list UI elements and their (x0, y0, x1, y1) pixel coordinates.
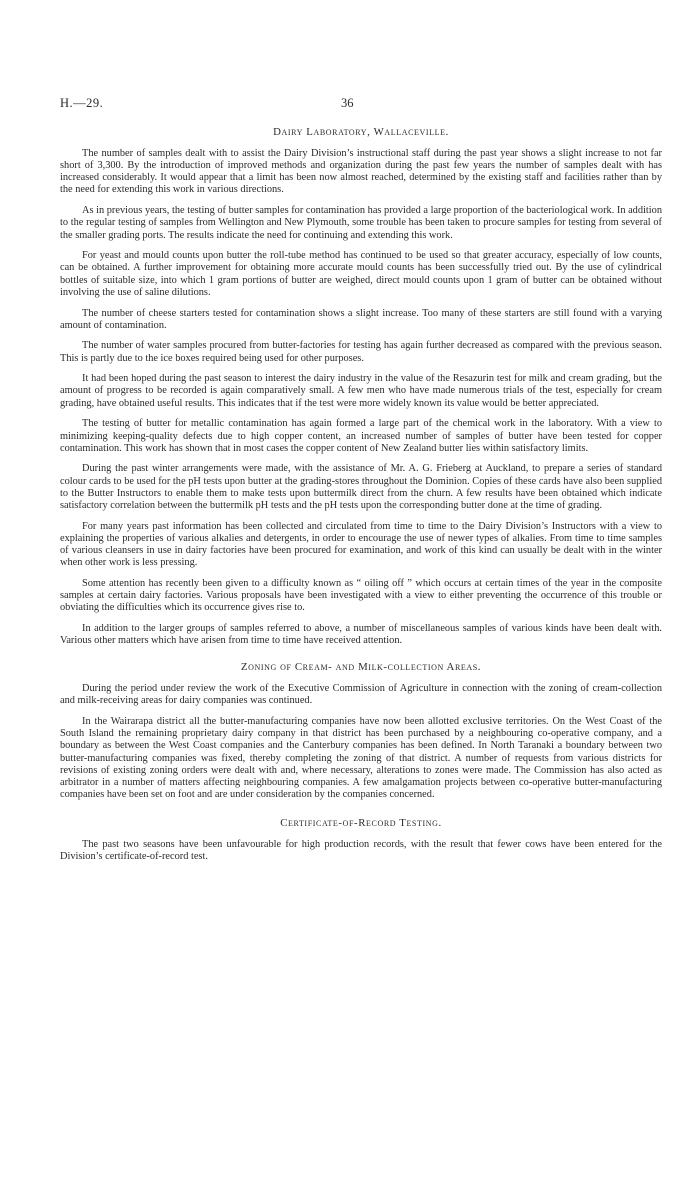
paragraph: The number of water samples procured from butter-factories for testing has again further decreased as compared with the previous season. This is partly due to the ice boxes required being used for other purposes. (60, 340, 662, 364)
paragraph: The number of cheese starters tested for contamination shows a slight increase. Too many of these starters are still found with a varying amount of contamination. (60, 307, 662, 331)
paragraph: It had been hoped during the past season to interest the dairy industry in the value of the Resazurin test for milk and cream grading, but the amount of progress to be recorded is again comparatively small. A few men who have made numerous trials of the test, especially for cream grading, have obtained useful results. This indicates that if the test were more widely known its value would be better appreciated. (60, 373, 662, 409)
section-title: Certificate-of-Record Testing. (280, 817, 442, 830)
paragraph: The number of samples dealt with to assist the Dairy Division’s instructional staff during the past year shows a slight increase to not far short of 3,300. By the introduction of improved methods and organization during the past few years the number of samples dealt with has increased considerably. It would appear that a limit has been now almost reached, determined by the existing staff and facilities rather than by the need for extending this work in various directions. (60, 148, 662, 196)
paragraph: For many years past information has been collected and circulated from time to time to the Dairy Division’s Instructors with a view to explaining the properties of various alkalies and detergents, in order to encourage the use of newer types of alkalies. From time to time samples of various cleansers in use in dairy factories have been procured for examination, and work of this kind can usually be dealt with in the winter when other work is less pressing. (60, 520, 662, 569)
document-body (60, 126, 662, 872)
page-number: 36 (341, 96, 354, 110)
page-reference: H.—29. (60, 96, 104, 110)
paragraph: The past two seasons have been unfavourable for high production records, with the result that fewer cows have been entered for the Division’s certificate-of-record test. (60, 839, 662, 863)
paragraph: In addition to the larger groups of samples referred to above, a number of miscellaneous samples of various kinds have been dealt with. Various other matters which have arisen from time to time have received attention. (60, 622, 662, 647)
page-header (60, 96, 662, 112)
paragraph: As in previous years, the testing of butter samples for contamination has provided a large proportion of the bacteriological work. In addition to the regular testing of samples from Wellington and New Plymouth, some trouble has been taken to procure samples for testing from several of the smaller grading ports. The results indicate the need for continuing and extending this work. (60, 205, 662, 241)
section-certificate-of-record (60, 817, 662, 863)
section-zoning (60, 661, 662, 801)
section-dairy-laboratory (60, 126, 662, 647)
paragraph: For yeast and mould counts upon butter the roll-tube method has continued to be used so that greater accuracy, especially of low counts, can be obtained. A further improvement for obtaining more accurate mould counts has been successfully tried out. By the use of cylindrical bottles of suitable size, into which 1 gram portions of butter are weighed, direct mould counts upon 1 gram of butter can be obtained without involving the use of saline dilutions. (60, 250, 662, 298)
paragraph: The testing of butter for metallic contamination has again formed a large part of the chemical work in the laboratory. With a view to minimizing keeping-quality defects due to high copper content, an increased number of samples of butter have been tested for copper contamination. This work has shown that in most cases the copper content of New Zealand butter lies within satisfactory limits. (60, 418, 662, 454)
paragraph: During the period under review the work of the Executive Commission of Agriculture in connection with the zoning of cream-collection and milk-receiving areas for dairy companies was continued. (60, 683, 662, 707)
section-title: Zoning of Cream- and Milk-collection Areas. (240, 661, 482, 674)
paragraph: In the Wairarapa district all the butter-manufacturing companies have now been allotted exclusive territories. On the West Coast of the South Island the remaining proprietary dairy company in that district has been purchased by a neighbouring co-operative company, and a boundary as between the West Coast companies and the Canterbury companies has been defined. In North Taranaki a boundary between two butter-manufacturing companies was fixed, thereby completing the zoning of that district. A number of requests from various districts for revisions of existing zoning orders were dealt with and, where necessary, alterations to zones were made. The Commission has also acted as arbitrator in a number of matters affecting neighbouring companies. A few amalgamation projects between co-operative butter-manufacturing companies have been set on foot and are under consideration by the companies concerned. (60, 716, 662, 801)
section-title: Dairy Laboratory, Wallaceville. (273, 126, 449, 138)
paragraph: Some attention has recently been given to a difficulty known as “ oiling off ” which occurs at certain times of the year in the composite samples at certain dairy factories. Various proposals have been investigated with a view to either preventing the occurrence of this trouble or obviating the difficulties which its occurrence gives rise to. (60, 577, 662, 614)
paragraph: During the past winter arrangements were made, with the assistance of Mr. A. G. Frieberg at Auckland, to prepare a series of standard colour cards to be used for the pH tests upon butter at the grading-stores throughout the Dominion. Copies of these cards have also been supplied to the Butter Instructors to enable them to make tests upon buttermilk direct from the churn. A few results have been obtained which indicate satisfactory correlation between the buttermilk pH tests and the pH tests upon the corresponding butter done at the time of grading. (60, 463, 662, 511)
